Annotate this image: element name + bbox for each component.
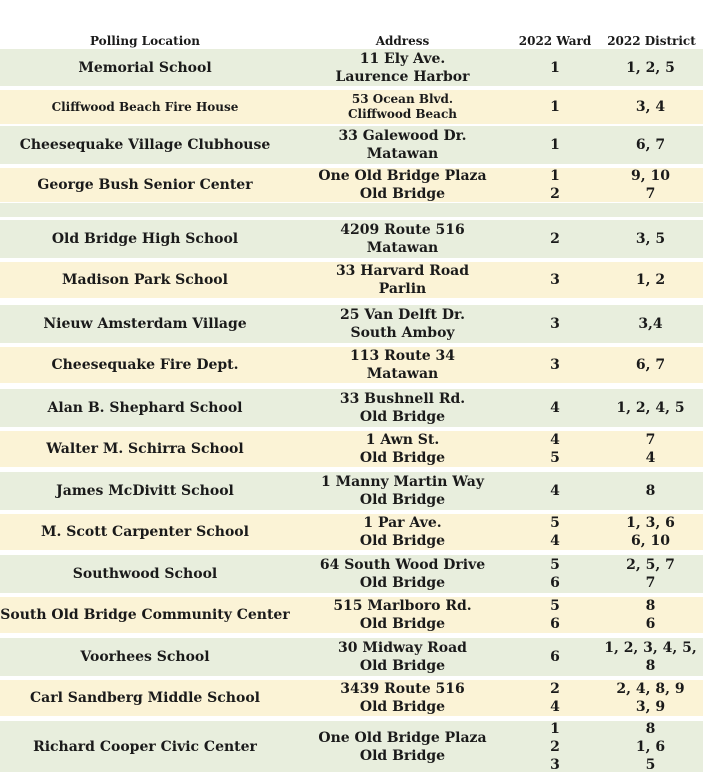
address-cell <box>300 126 505 164</box>
district-cell <box>598 514 703 550</box>
header-polling-location: Polling Location <box>89 34 201 48</box>
ward-cell-line: 4 <box>550 400 560 416</box>
ward-cell-line: 5 <box>550 598 560 614</box>
district-cell-line: 9, 10 <box>631 168 670 184</box>
header-address: Address <box>375 34 430 48</box>
table-row <box>0 168 703 202</box>
address-cell <box>300 347 505 383</box>
address-cell-line: Old Bridge <box>359 492 446 508</box>
address-cell-line: Matawan <box>366 240 439 256</box>
address-cell-line: Matawan <box>366 146 439 162</box>
table-row <box>0 262 703 298</box>
ward-cell <box>515 305 595 343</box>
ward-cell <box>515 514 595 550</box>
district-cell-line: 3, 5 <box>635 231 666 247</box>
address-cell-line: Old Bridge <box>359 747 446 764</box>
ward-cell-line: 1 <box>550 99 560 115</box>
ward-cell-line: 4 <box>550 432 560 448</box>
district-cell-line: 5 <box>645 756 656 773</box>
ward-cell <box>515 555 595 593</box>
address-cell-line: 33 Harvard Road <box>335 263 470 279</box>
ward-cell <box>515 262 595 298</box>
row-spacer <box>0 203 703 217</box>
address-cell-line: Old Bridge <box>359 533 446 549</box>
polling-location-name: Southwood School <box>72 566 218 582</box>
ward-cell <box>515 721 595 772</box>
address-cell <box>300 472 505 510</box>
table-row <box>0 220 703 258</box>
address-cell-line: South Amboy <box>350 325 455 341</box>
address-cell-line: 4209 Route 516 <box>340 222 465 238</box>
district-cell-line: 6 <box>645 616 656 632</box>
district-cell-line: 1, 6 <box>635 738 666 755</box>
ward-cell-line: 2 <box>550 231 560 247</box>
polling-location-name: Carl Sandberg Middle School <box>30 690 260 706</box>
address-cell-line: 30 Midway Road <box>338 640 467 656</box>
address-cell-line: 25 Van Delft Dr. <box>340 307 465 323</box>
polling-location-name: Cheesequake Village Clubhouse <box>19 137 271 153</box>
polling-location-name: Madison Park School <box>62 272 228 288</box>
address-cell <box>300 262 505 298</box>
address-cell <box>300 90 505 124</box>
district-cell-line: 8 <box>645 483 656 499</box>
table-row <box>0 472 703 510</box>
district-cell-line: 7 <box>645 432 656 448</box>
polling-location-name: South Old Bridge Community Center <box>0 607 290 623</box>
address-cell <box>300 638 505 676</box>
polling-location-name: James McDivitt School <box>56 483 234 499</box>
table-row <box>0 638 703 676</box>
address-cell <box>300 680 505 716</box>
table-row <box>0 555 703 593</box>
ward-cell-line: 1 <box>550 720 560 737</box>
address-cell <box>300 597 505 633</box>
polling-location-name: Memorial School <box>78 59 212 76</box>
district-cell-line: 1, 2, 3, 4, 5, 8 <box>604 640 697 674</box>
table-row <box>0 514 703 550</box>
address-cell-line: 515 Marlboro Rd. <box>333 598 472 614</box>
ward-cell-line: 3 <box>550 316 560 332</box>
district-cell-line: 1, 3, 6 <box>626 515 675 531</box>
district-cell <box>598 597 703 633</box>
address-cell <box>300 305 505 343</box>
polling-location-name: Voorhees School <box>80 649 210 665</box>
table-row <box>0 389 703 427</box>
district-cell-line: 6, 7 <box>635 137 666 153</box>
district-cell-line: 7 <box>645 186 656 202</box>
ward-cell-line: 1 <box>550 59 560 76</box>
address-cell-line: Cliffwood Beach <box>347 107 457 121</box>
table-row <box>0 49 703 86</box>
district-cell-line: 1, 2 <box>635 272 666 288</box>
address-cell-line: 1 Manny Martin Way <box>320 474 485 490</box>
address-cell-line: 64 South Wood Drive <box>319 557 486 573</box>
address-cell-line: One Old Bridge Plaza <box>318 729 487 746</box>
district-cell-line: 1, 2, 5 <box>626 59 675 76</box>
district-cell-line: 4 <box>645 450 656 466</box>
district-cell-line: 2, 5, 7 <box>626 557 675 573</box>
ward-cell <box>515 347 595 383</box>
address-cell-line: 53 Ocean Blvd. <box>351 92 454 106</box>
district-cell-line: 6, 10 <box>631 533 670 549</box>
district-cell-line: 6, 7 <box>635 357 666 373</box>
polling-location-name: Alan B. Shephard School <box>47 400 243 416</box>
district-cell <box>598 90 703 124</box>
address-cell <box>300 721 505 772</box>
table-row <box>0 431 703 467</box>
district-cell-line: 8 <box>645 598 656 614</box>
polling-location-name: Richard Cooper Civic Center <box>33 738 257 755</box>
district-cell-line: 2, 4, 8, 9 <box>616 681 685 697</box>
header-district: 2022 District <box>607 34 696 48</box>
address-cell <box>300 389 505 427</box>
table-row <box>0 347 703 383</box>
address-cell-line: Old Bridge <box>359 699 446 715</box>
ward-cell-line: 4 <box>550 483 560 499</box>
ward-cell <box>515 638 595 676</box>
district-cell-line: 7 <box>645 575 656 591</box>
district-cell <box>598 220 703 258</box>
address-cell-line: One Old Bridge Plaza <box>318 168 487 184</box>
table-row <box>0 305 703 343</box>
address-cell-line: Old Bridge <box>359 616 446 632</box>
ward-cell <box>515 168 595 202</box>
address-cell-line: 1 Par Ave. <box>363 515 442 531</box>
table-row <box>0 90 703 124</box>
address-cell-line: 3439 Route 516 <box>340 681 465 697</box>
address-cell-line: Old Bridge <box>359 658 446 674</box>
ward-cell-line: 2 <box>550 738 560 755</box>
ward-cell-line: 1 <box>550 137 560 153</box>
address-cell <box>300 514 505 550</box>
address-cell-line: 11 Ely Ave. <box>359 50 446 67</box>
polling-location-name: Cheesequake Fire Dept. <box>51 357 239 373</box>
ward-cell-line: 6 <box>550 616 560 632</box>
address-cell <box>300 220 505 258</box>
district-cell <box>598 721 703 772</box>
district-cell <box>598 680 703 716</box>
address-cell-line: Old Bridge <box>359 186 446 202</box>
district-cell <box>598 472 703 510</box>
address-cell-line: 113 Route 34 <box>350 348 455 364</box>
district-cell <box>598 168 703 202</box>
ward-cell <box>515 389 595 427</box>
ward-cell <box>515 90 595 124</box>
table-row <box>0 126 703 164</box>
header-ward: 2022 Ward <box>518 34 592 48</box>
ward-cell <box>515 49 595 86</box>
district-cell-line: 1, 2, 4, 5 <box>616 400 685 416</box>
polling-location-name: M. Scott Carpenter School <box>41 524 249 540</box>
address-cell-line: Laurence Harbor <box>335 68 470 85</box>
table-row <box>0 680 703 716</box>
ward-cell-line: 6 <box>550 649 560 665</box>
ward-cell <box>515 597 595 633</box>
ward-cell-line: 6 <box>550 575 560 591</box>
ward-cell-line: 3 <box>550 272 560 288</box>
ward-cell-line: 3 <box>550 357 560 373</box>
ward-cell <box>515 126 595 164</box>
table-row <box>0 597 703 633</box>
ward-cell-line: 5 <box>550 450 560 466</box>
address-cell-line: Old Bridge <box>359 409 446 425</box>
district-cell <box>598 347 703 383</box>
ward-cell-line: 4 <box>550 533 560 549</box>
district-cell <box>598 49 703 86</box>
address-cell <box>300 168 505 202</box>
address-cell <box>300 555 505 593</box>
district-cell-line: 3, 4 <box>635 99 666 115</box>
district-cell <box>598 555 703 593</box>
address-cell <box>300 431 505 467</box>
address-cell-line: Old Bridge <box>359 450 446 466</box>
address-cell-line: 1 Awn St. <box>365 432 440 448</box>
ward-cell <box>515 472 595 510</box>
district-cell <box>598 305 703 343</box>
address-cell-line: Old Bridge <box>359 575 446 591</box>
district-cell-line: 8 <box>645 720 656 737</box>
ward-cell-line: 2 <box>550 681 560 697</box>
polling-location-name: Cliffwood Beach Fire House <box>51 100 239 114</box>
ward-cell-line: 5 <box>550 557 560 573</box>
district-cell <box>598 638 703 676</box>
district-cell <box>598 431 703 467</box>
ward-cell-line: 5 <box>550 515 560 531</box>
polling-location-name: Walter M. Schirra School <box>46 441 244 457</box>
ward-cell-line: 2 <box>550 186 560 202</box>
ward-cell <box>515 220 595 258</box>
address-cell <box>300 49 505 86</box>
district-cell <box>598 262 703 298</box>
ward-cell <box>515 431 595 467</box>
ward-cell-line: 4 <box>550 699 560 715</box>
district-cell-line: 3, 9 <box>635 699 666 715</box>
polling-location-name: George Bush Senior Center <box>37 177 253 193</box>
address-cell-line: 33 Galewood Dr. <box>338 128 467 144</box>
ward-cell-line: 3 <box>550 756 560 773</box>
district-cell <box>598 126 703 164</box>
polling-location-name: Old Bridge High School <box>51 231 239 247</box>
district-cell-line: 3,4 <box>638 316 663 332</box>
table-row <box>0 721 703 772</box>
ward-cell <box>515 680 595 716</box>
ward-cell-line: 1 <box>550 168 560 184</box>
polling-location-name: Nieuw Amsterdam Village <box>43 316 247 332</box>
district-cell <box>598 389 703 427</box>
address-cell-line: Matawan <box>366 366 439 382</box>
address-cell-line: 33 Bushnell Rd. <box>339 391 466 407</box>
address-cell-line: Parlin <box>378 281 427 297</box>
